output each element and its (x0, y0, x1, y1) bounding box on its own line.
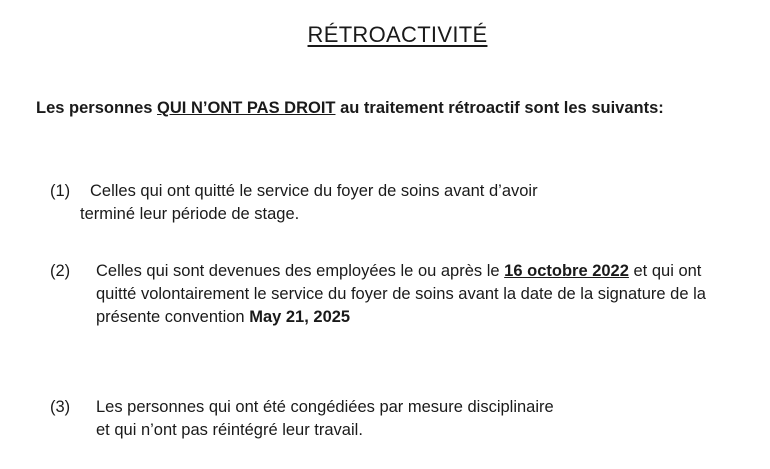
list-item-1 (50, 180, 718, 226)
item-3-line-1: Les personnes qui ont été congédiées par mesure disciplinaire (96, 398, 554, 416)
list-item-3 (50, 396, 718, 442)
intro-paragraph (28, 96, 770, 121)
item-3-text (96, 396, 718, 442)
item-2-text-a: Celles qui sont devenues des employées le ou après le (96, 262, 505, 280)
item-2-text (96, 260, 718, 329)
item-2-text-b: et qui ont quitté volontairement le service du foyer de soins avant la date de la signature de la présente convention (96, 262, 706, 326)
item-2-date: 16 octobre 2022 (504, 262, 629, 280)
item-2-signature-date: May 21, 2025 (249, 308, 351, 326)
item-3-line-2: et qui n’ont pas réintégré leur travail. (96, 421, 363, 439)
item-number: (1) (50, 182, 71, 200)
intro-emphasis: QUI N’ONT PAS DROIT (157, 99, 336, 117)
item-1-line-2: terminé leur période de stage. (80, 205, 300, 223)
item-number: (2) (50, 262, 71, 280)
intro-text-before: Les personnes (36, 99, 158, 117)
section-title: RÉTROACTIVITÉ (307, 22, 488, 47)
list-item-2 (50, 260, 718, 329)
item-1-line-1: Celles qui ont quitté le service du foyer de soins avant d’avoir (90, 182, 538, 200)
intro-text-after: au traitement rétroactif sont les suivants: (335, 99, 664, 117)
item-number: (3) (50, 398, 71, 416)
